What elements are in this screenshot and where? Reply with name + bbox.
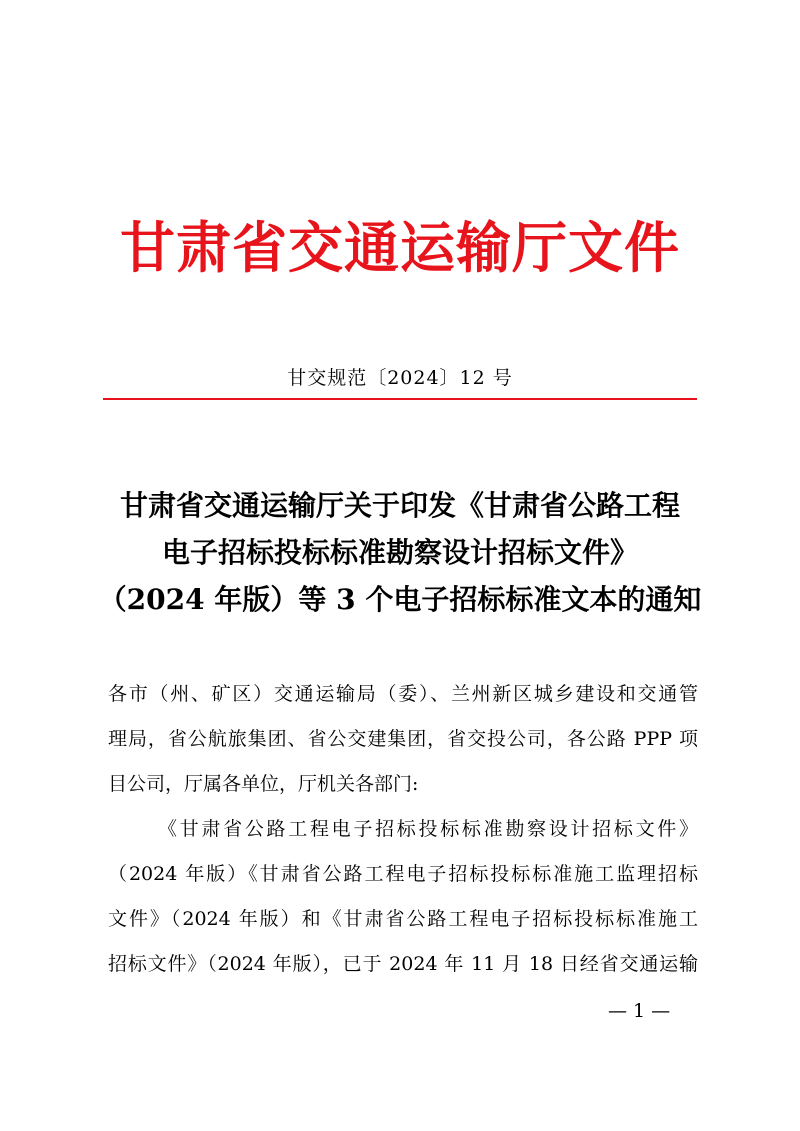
masthead-title: 甘肃省交通运输厅文件 bbox=[119, 215, 680, 280]
title-line: （2024 年版）等 3 个电子招标标准文本的通知 bbox=[98, 583, 702, 616]
document-title bbox=[80, 482, 720, 623]
main-paragraph bbox=[108, 807, 698, 987]
body-line: 目公司，厅属各单位，厅机关各部门: bbox=[108, 773, 419, 795]
document-body bbox=[108, 672, 698, 987]
recipients-paragraph bbox=[108, 672, 698, 807]
body-line: 理局，省公航旅集团、省公交建集团，省交投公司，各公路 PPP 项 bbox=[108, 728, 698, 750]
title-line: 电子招标投标标准勘察设计招标文件》 bbox=[161, 536, 638, 569]
body-line: （2024 年版）《甘肃省公路工程电子招标投标标准施工监理招标 bbox=[108, 863, 698, 885]
title-line: 甘肃省交通运输厅关于印发《甘肃省公路工程 bbox=[119, 489, 680, 522]
body-line: 文件》（2024 年版）和《甘肃省公路工程电子招标投标标准施工 bbox=[108, 908, 698, 930]
body-line: 各市（州、矿区）交通运输局（委）、兰州新区城乡建设和交通管 bbox=[108, 683, 698, 705]
body-line: 招标文件》（2024 年版），已于 2024 年 11 月 18 日经省交通运输 bbox=[108, 953, 698, 975]
document-number: 甘交规范〔2024〕12 号 bbox=[287, 367, 513, 389]
red-divider-line bbox=[103, 398, 697, 400]
page-number: — 1 — bbox=[608, 1000, 671, 1022]
body-line: 《甘肃省公路工程电子招标投标标准勘察设计招标文件》 bbox=[158, 818, 698, 840]
